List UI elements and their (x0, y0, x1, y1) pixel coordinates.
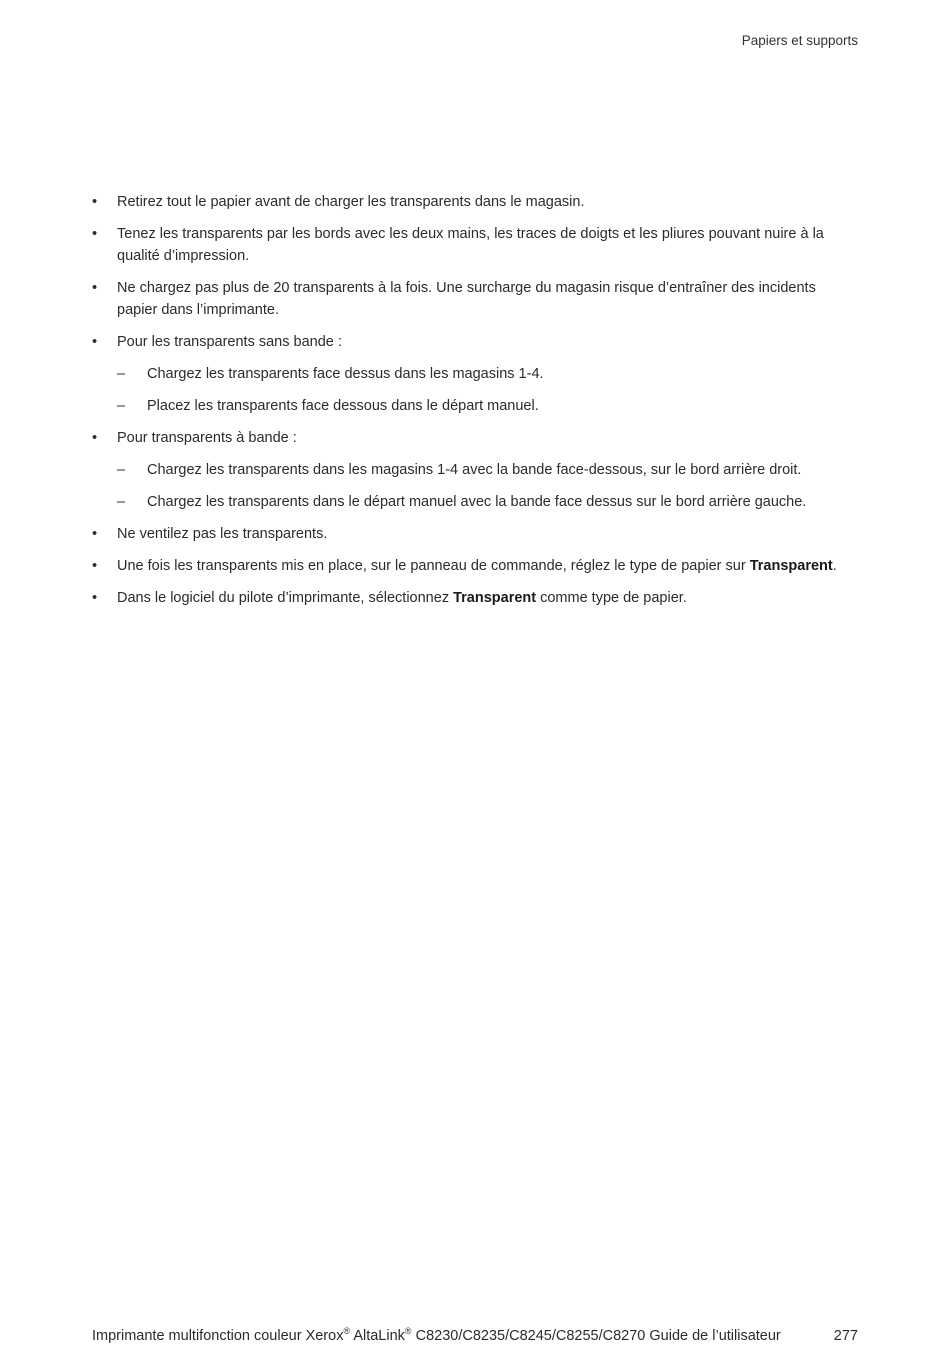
dash-marker: – (117, 462, 126, 478)
list-item (92, 277, 858, 321)
registered-mark: ® (404, 1326, 412, 1337)
list-item (92, 555, 858, 577)
list-item-text: Pour les transparents sans bande : (117, 334, 342, 350)
list-item-text: Tenez les transparents par les bords avec les deux mains, les traces de doigts et les pliures pouvant nuire à la qualité d’impression. (117, 226, 824, 264)
footer-text: Imprimante multifonction couleur Xerox (92, 1328, 344, 1344)
sub-list-item (92, 395, 858, 417)
list-item (92, 331, 858, 353)
list-item (92, 523, 858, 545)
footer-document-title (92, 1325, 792, 1347)
list-item-text: Ne chargez pas plus de 20 transparents à la fois. Une surcharge du magasin risque d’entraîner des incidents papier dans l’imprimante. (117, 280, 816, 318)
bullet-marker: • (92, 526, 98, 542)
section-header: Papiers et supports (741, 33, 858, 48)
sub-list-item (92, 363, 858, 385)
bold-term: Transparent (749, 558, 833, 574)
bullet-marker: • (92, 558, 98, 574)
text-segment: comme type de papier. (536, 590, 687, 606)
footer-text: AltaLink (350, 1328, 405, 1344)
list-item-text (117, 590, 687, 606)
bullet-marker: • (92, 430, 98, 446)
list-item-text: Retirez tout le papier avant de charger les transparents dans le magasin. (117, 194, 585, 210)
dash-marker: – (117, 494, 126, 510)
list-item-text: Pour transparents à bande : (117, 430, 297, 446)
list-item (92, 587, 858, 609)
text-segment: . (832, 558, 837, 574)
bold-term: Transparent (453, 590, 537, 606)
sub-list-item (92, 491, 858, 513)
footer-text: C8230/C8235/C8245/C8255/C8270 Guide de l’utilisateur (411, 1328, 781, 1344)
list-item-text (117, 558, 837, 574)
text-segment: Une fois les transparents mis en place, sur le panneau de commande, réglez le type de papier sur (117, 558, 750, 574)
sub-list-item-text: Chargez les transparents face dessus dans les magasins 1-4. (147, 366, 544, 382)
bullet-list (92, 191, 858, 619)
registered-mark: ® (343, 1326, 351, 1337)
text-segment: Dans le logiciel du pilote d’imprimante, sélectionnez (117, 590, 454, 606)
bullet-marker: • (92, 194, 98, 210)
list-item (92, 427, 858, 449)
dash-marker: – (117, 366, 126, 382)
bullet-marker: • (92, 280, 98, 296)
page-number: 277 (833, 1328, 858, 1344)
list-item (92, 223, 858, 267)
sub-list-item-text: Placez les transparents face dessous dans le départ manuel. (147, 398, 539, 414)
list-item-text: Ne ventilez pas les transparents. (117, 526, 328, 542)
dash-marker: – (117, 398, 126, 414)
sub-list-item-text: Chargez les transparents dans les magasins 1-4 avec la bande face-dessous, sur le bord arrière droit. (147, 462, 802, 478)
bullet-marker: • (92, 334, 98, 350)
list-item (92, 191, 858, 213)
bullet-marker: • (92, 226, 98, 242)
bullet-marker: • (92, 590, 98, 606)
sub-list-item-text: Chargez les transparents dans le départ manuel avec la bande face dessus sur le bord arrière gauche. (147, 494, 807, 510)
sub-list-item (92, 459, 858, 481)
